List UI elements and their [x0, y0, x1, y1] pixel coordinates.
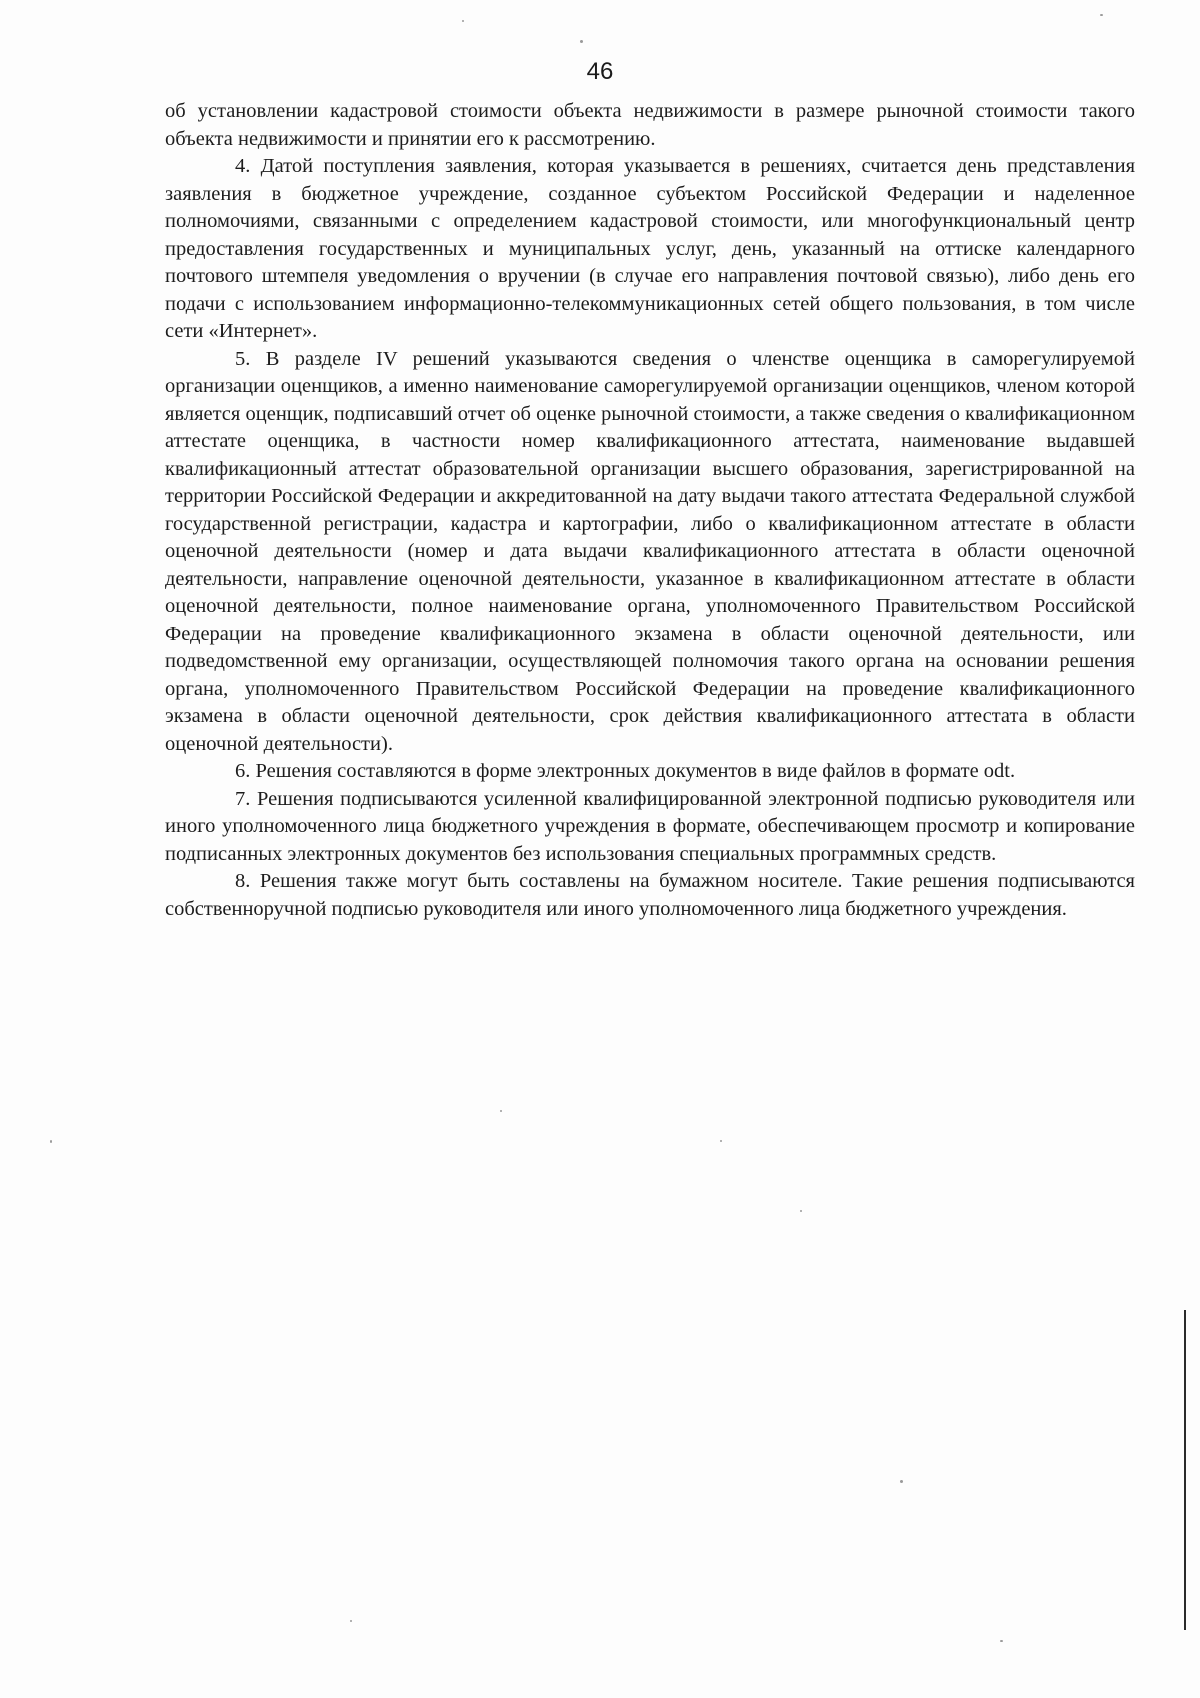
scan-speck [900, 1480, 903, 1483]
document-body [165, 98, 1135, 923]
paragraph-5: 5. В разделе IV решений указываются сведения о членстве оценщика в саморегулируемой организации оценщиков, а именно наименование саморегулируемой организации оценщиков, членом которой является оценщик, подписавший отчет об оценке рыночной стоимости, а также сведения о квалификационном аттестате оценщика, в частности номер квалификационного аттестата, наименование выдавшей квалификационный аттестат образовательной организации высшего образования, зарегистрированной на территории Российской Федерации и аккредитованной на дату выдачи такого аттестата Федеральной службой государственной регистрации, кадастра и картографии, либо о квалификационном аттестате в области оценочной деятельности (номер и дата выдачи квалификационного аттестата в области оценочной деятельности, направление оценочной деятельности, указанное в квалификационном аттестате в области оценочной деятельности, полное наименование органа, уполномоченного Правительством Российской Федерации на проведение квалификационного экзамена в области оценочной деятельности, или подведомственной ему организации, осуществляющей полномочия такого органа на основании решения органа, уполномоченного Правительством Российской Федерации на проведение квалификационного экзамена в области оценочной деятельности, срок действия квалификационного аттестата в области оценочной деятельности). [165, 347, 1135, 755]
scan-speck [720, 1140, 722, 1142]
scan-edge-line [1184, 1310, 1186, 1630]
paragraph-8: 8. Решения также могут быть составлены на бумажном носителе. Такие решения подписываются собственноручной подписью руководителя или иного уполномоченного лица бюджетного учреждения. [165, 870, 1135, 920]
scan-speck [50, 1140, 52, 1143]
scan-speck [462, 20, 464, 22]
scan-speck [1000, 1640, 1003, 1642]
scan-speck [800, 1210, 802, 1212]
scan-speck [500, 1110, 502, 1112]
scan-speck [580, 40, 583, 43]
paragraph-continuation: об установлении кадастровой стоимости объекта недвижимости в размере рыночной стоимости такого объекта недвижимости и принятии его к рассмотрению. [165, 100, 1135, 150]
scan-speck [1100, 14, 1103, 16]
page-number: 46 [586, 58, 614, 85]
scan-speck [350, 1620, 352, 1622]
paragraph-6: 6. Решения составляются в форме электронных документов в виде файлов в формате odt. [235, 760, 1016, 782]
paragraph-7: 7. Решения подписываются усиленной квалифицированной электронной подписью руководителя или иного уполномоченного лица бюджетного учреждения в формате, обеспечивающем просмотр и копирование подписанных электронных документов без использования специальных программных средств. [165, 787, 1135, 865]
paragraph-4: 4. Датой поступления заявления, которая указывается в решениях, считается день представления заявления в бюджетное учреждение, созданное субъектом Российской Федерации и наделенное полномочиями, связанными с определением кадастровой стоимости, или многофункциональный центр предоставления государственных и муниципальных услуг, день, указанный на оттиске календарного почтового штемпеля уведомления о вручении (в случае его направления почтовой связью), либо день его подачи с использованием информационно-телекоммуникационных сетей общего пользования, в том числе сети «Интернет». [165, 155, 1135, 342]
